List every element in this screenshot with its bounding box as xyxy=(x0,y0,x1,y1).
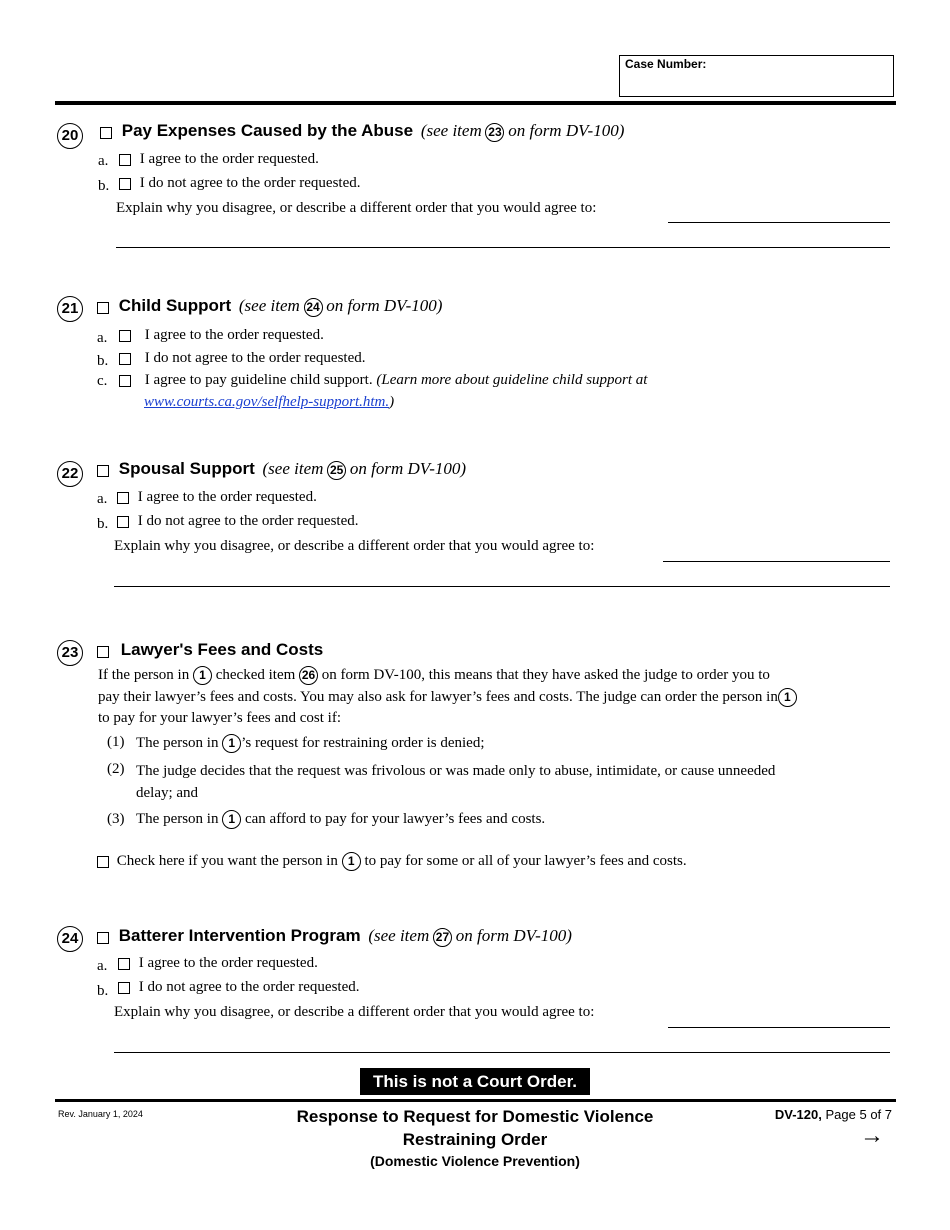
footer-title-line-2: Restraining Order xyxy=(402,1130,548,1149)
item-23-l3-label: (3) xyxy=(107,811,125,827)
item-23-l2-label: (2) xyxy=(107,761,125,777)
item-21-c-note: (Learn more about guideline child support at xyxy=(376,372,648,388)
item-20-option-a xyxy=(119,151,319,168)
item-24-a-checkbox[interactable] xyxy=(118,958,130,970)
item-23-p1c: on form DV-100, this means that they have asked the judge to order you to xyxy=(321,666,770,683)
item-22-b-checkbox[interactable] xyxy=(117,516,129,528)
not-court-order-notice: This is not a Court Order. xyxy=(360,1068,590,1095)
item-23-title: Lawyer's Fees and Costs xyxy=(120,640,324,659)
item-20-b-text: I do not agree to the order requested. xyxy=(139,175,361,191)
item-20-title: Pay Expenses Caused by the Abuse xyxy=(121,121,414,140)
case-number-label: Case Number: xyxy=(625,57,707,71)
item-24-a-text: I agree to the order requested. xyxy=(138,955,318,971)
footer-page-number: Page 5 of 7 xyxy=(825,1107,892,1122)
item-21-option-b xyxy=(119,350,366,367)
item-20-checkbox[interactable] xyxy=(100,127,112,139)
item-20-a-text: I agree to the order requested. xyxy=(139,151,319,167)
item-22-title: Spousal Support xyxy=(118,459,255,478)
item-20-explain: Explain why you disagree, or describe a different order that you would agree to: xyxy=(116,200,597,216)
item-23-list-3 xyxy=(136,810,545,829)
footer-rule xyxy=(55,1099,896,1102)
item-23-p1: If the person in xyxy=(98,666,190,683)
item-20-ref-circle: 23 xyxy=(485,123,504,142)
item-24-title: Batterer Intervention Program xyxy=(118,926,361,945)
case-number-box[interactable] xyxy=(619,55,894,97)
item-24-option-a xyxy=(118,955,318,972)
item-21-heading xyxy=(97,296,442,317)
item-23-l1a: The person in xyxy=(136,734,219,751)
item-22-option-a xyxy=(117,489,317,506)
item-24-option-b xyxy=(118,979,360,996)
item-23-l1-label: (1) xyxy=(107,734,125,750)
item-22-see: (see item xyxy=(262,459,324,478)
item-23-check-a: Check here if you want the person in xyxy=(116,852,338,869)
item-23-p1b: checked item xyxy=(215,666,296,683)
guideline-support-link[interactable]: www.courts.ca.gov/selfhelp-support.htm. xyxy=(144,394,390,410)
item-23-p3: to pay for your lawyer’s fees and cost if: xyxy=(98,710,341,726)
item-20-a-checkbox[interactable] xyxy=(119,154,131,166)
item-21-a-label: a. xyxy=(97,330,108,346)
item-23-l2b: delay; and xyxy=(136,785,199,801)
item-22-a-text: I agree to the order requested. xyxy=(137,489,317,505)
item-23-l2a: The judge decides that the request was frivolous or was made only to abuse, intimidate, or cause unneeded xyxy=(136,763,776,779)
footer-page-info xyxy=(700,1107,892,1122)
item-22-on-form: on form DV-100) xyxy=(349,459,467,478)
item-24-see: (see item xyxy=(368,926,430,945)
item-22-explain: Explain why you disagree, or describe a different order that you would agree to: xyxy=(114,538,595,554)
item-22-explain-field[interactable] xyxy=(663,561,890,562)
footer-subtitle: (Domestic Violence Prevention) xyxy=(370,1153,580,1169)
item-20-heading xyxy=(100,121,624,142)
item-23-check-ref: 1 xyxy=(342,852,361,871)
item-21-b-label: b. xyxy=(97,353,109,369)
item-number-22: 22 xyxy=(57,461,83,487)
item-23-p2-ref: 1 xyxy=(778,688,797,707)
item-23-heading xyxy=(97,640,323,660)
item-number-20: 20 xyxy=(57,123,83,149)
item-21-c-checkbox[interactable] xyxy=(119,375,131,387)
item-21-b-text: I do not agree to the order requested. xyxy=(144,350,366,366)
item-21-checkbox[interactable] xyxy=(97,302,109,314)
item-21-a-checkbox[interactable] xyxy=(119,330,131,342)
item-21-link-line xyxy=(144,394,394,411)
item-23-para-line-2 xyxy=(98,688,797,707)
item-24-heading xyxy=(97,926,572,947)
item-24-checkbox[interactable] xyxy=(97,932,109,944)
item-23-l3b: can afford to pay for your lawyer’s fees and costs. xyxy=(244,810,546,827)
item-number-23: 23 xyxy=(57,640,83,666)
item-20-on-form: on form DV-100) xyxy=(508,121,625,140)
item-24-explain-line-2[interactable] xyxy=(114,1052,890,1053)
item-23-p2: pay their lawyer’s fees and costs. You may also ask for lawyer’s fees and costs. The judge can order the person in xyxy=(98,688,778,705)
item-24-on-form: on form DV-100) xyxy=(455,926,572,945)
header-rule xyxy=(55,101,896,105)
footer-form-id: DV-120, xyxy=(774,1107,822,1122)
item-23-checkbox[interactable] xyxy=(97,646,109,658)
item-22-ref-circle: 25 xyxy=(327,461,346,480)
item-24-b-text: I do not agree to the order requested. xyxy=(138,979,360,995)
item-21-ref-circle: 24 xyxy=(304,298,323,317)
item-24-explain: Explain why you disagree, or describe a different order that you would agree to: xyxy=(114,1004,595,1020)
item-20-option-b xyxy=(119,175,361,192)
item-24-b-label: b. xyxy=(97,983,109,999)
item-20-explain-field[interactable] xyxy=(668,222,890,223)
item-20-see: (see item xyxy=(420,121,482,140)
item-21-a-text: I agree to the order requested. xyxy=(144,327,324,343)
item-22-b-text: I do not agree to the order requested. xyxy=(137,513,359,529)
item-23-l1-ref: 1 xyxy=(222,734,241,753)
item-21-b-checkbox[interactable] xyxy=(119,353,131,365)
item-21-c-text: I agree to pay guideline child support. xyxy=(144,372,373,388)
item-21-see: (see item xyxy=(238,296,300,315)
item-23-l1b: ’s request for restraining order is denied; xyxy=(241,734,485,751)
footer-revision: Rev. January 1, 2024 xyxy=(58,1109,143,1119)
item-21-option-c xyxy=(119,372,647,389)
item-22-a-checkbox[interactable] xyxy=(117,492,129,504)
item-22-option-b xyxy=(117,513,359,530)
item-23-check-b: to pay for some or all of your lawyer’s fees and costs. xyxy=(364,852,687,869)
item-23-fees-request xyxy=(97,852,687,871)
next-page-arrow-icon: → xyxy=(860,1122,884,1149)
item-22-b-label: b. xyxy=(97,516,109,532)
item-20-explain-line-2[interactable] xyxy=(116,247,890,248)
item-22-explain-line-2[interactable] xyxy=(114,586,890,587)
item-21-on-form: on form DV-100) xyxy=(326,296,443,315)
item-20-b-checkbox[interactable] xyxy=(119,178,131,190)
item-24-a-label: a. xyxy=(97,958,108,974)
item-21-close-paren: ) xyxy=(389,394,395,410)
item-21-title: Child Support xyxy=(118,296,232,315)
item-24-ref-circle: 27 xyxy=(433,928,452,947)
item-20-a-label: a. xyxy=(98,153,109,169)
footer-title-line-1: Response to Request for Domestic Violence xyxy=(296,1107,654,1126)
item-22-checkbox[interactable] xyxy=(97,465,109,477)
item-23-list-1 xyxy=(136,734,485,753)
item-24-b-checkbox[interactable] xyxy=(118,982,130,994)
item-number-24: 24 xyxy=(57,926,83,952)
item-21-option-a xyxy=(119,327,324,344)
item-23-fees-checkbox[interactable] xyxy=(97,856,109,868)
item-23-l3-ref: 1 xyxy=(222,810,241,829)
item-23-l3a: The person in xyxy=(136,810,219,827)
item-22-heading xyxy=(97,459,466,480)
item-number-21: 21 xyxy=(57,296,83,322)
item-20-b-label: b. xyxy=(98,178,110,194)
item-24-explain-field[interactable] xyxy=(668,1027,890,1028)
item-23-p1-ref2: 26 xyxy=(299,666,318,685)
item-22-a-label: a. xyxy=(97,491,108,507)
item-21-c-label: c. xyxy=(97,373,108,389)
item-23-p1-ref: 1 xyxy=(193,666,212,685)
item-23-para-line-1 xyxy=(98,666,770,685)
